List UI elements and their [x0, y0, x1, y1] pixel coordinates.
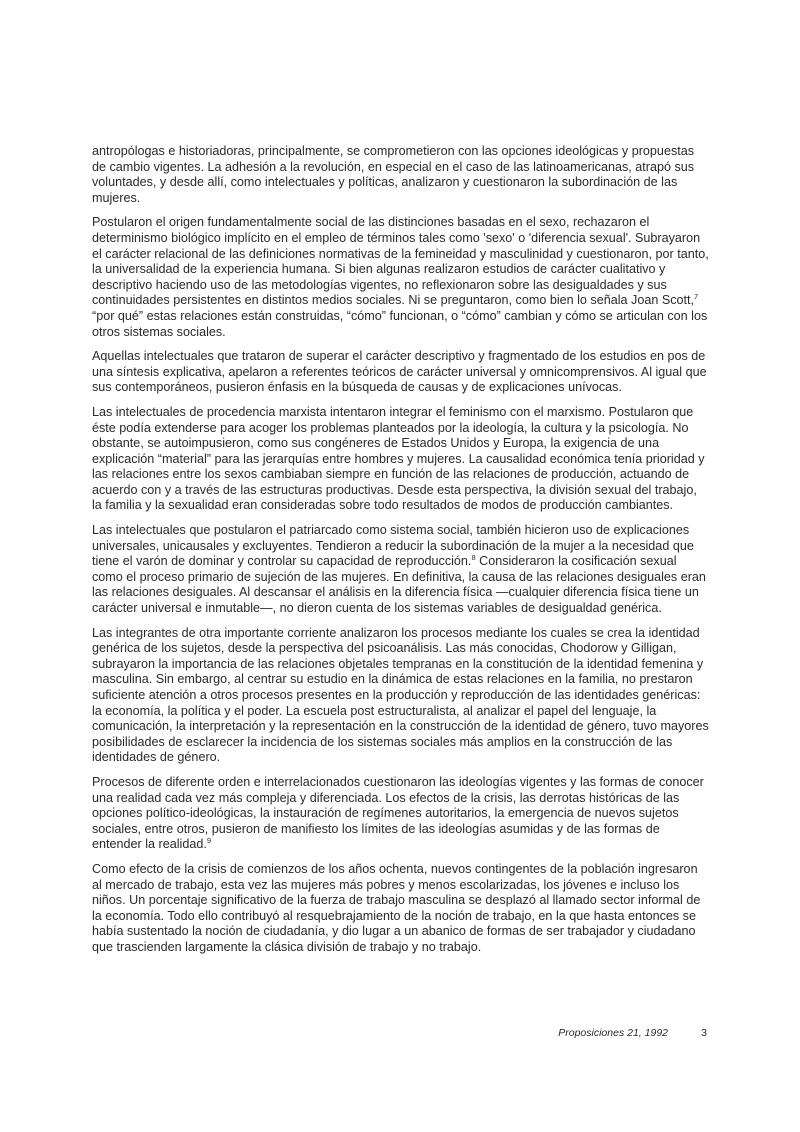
paragraph-text: Procesos de diferente orden e interrelacionados cuestionaron las ideologías vigentes y las formas de conocer una realidad cada vez más compleja y diferenciada. Los efectos de la crisis, las derrotas históricas de las opciones político-ideológicas, la instauración de regímenes autoritarios, la emergencia de nuevos sujetos sociales, entre otros, pusieron de manifiesto los límites de las ideologías asumidas y de las formas de entender la realidad. [92, 774, 704, 852]
document-body [92, 144, 710, 965]
journal-citation: Proposiciones 21, 1992 [558, 1027, 668, 1039]
page-number: 3 [701, 1027, 707, 1039]
footnote-marker: 9 [206, 836, 211, 846]
paragraph-text: Aquellas intelectuales que trataron de superar el carácter descriptivo y fragmentado de los estudios en pos de una síntesis explicativa, apelaron a referentes teóricos de carácter universal y omnicomprensivos. Al igual que sus contemporáneos, pusieron énfasis en la búsqueda de causas y de explicaciones unívocas. [92, 349, 707, 395]
paragraph [92, 349, 710, 396]
footnote-marker: 7 [694, 292, 699, 302]
paragraph-text: Las integrantes de otra importante corriente analizaron los procesos mediante los cuales se crea la identidad genérica de los sujetos, desde la perspectiva del psicoanálisis. Las más conocidas, Chodorow y Gilligan, subrayaron la importancia de las relaciones objetales tempranas en la constitución de la identidad femenina y masculina. Sin embargo, al centrar su estudio en la dinámica de estas relaciones en la familia, no prestaron suficiente atención a otros procesos presentes en la producción y reproducción de las identidades genéricas: la economía, la política y el poder. La escuela post estructuralista, al analizar el papel del lenguaje, la comunicación, la interpretación y la representación en la construcción de la identidad de género, tuvo mayores posibilidades de esclarecer la incidencia de los sistemas sociales más amplios en la construcción de las identidades de género. [92, 625, 709, 765]
paragraph [92, 215, 710, 340]
paragraph-text: Postularon el origen fundamentalmente social de las distinciones basadas en el sexo, rechazaron el determinismo biológico implícito en el empleo de términos tales como 'sexo' o 'diferencia sexual'. Subrayaron el carácter relacional de las definiciones normativas de la femineidad y masculinidad y cuestionaron, por tanto, la universalidad de la experiencia humana. Si bien algunas realizaron estudios de carácter cualitativo y descriptivo haciendo uso de las metodologías vigentes, no reflexionaron sobre las desigualdades y sus continuidades persistentes en distintos medios sociales. Ni se preguntaron, como bien lo señala Joan Scott, [92, 215, 709, 308]
paragraph-text: “por qué” estas relaciones están construidas, “cómo” funcionan, o “cómo” cambian y cómo se articulan con los otros sistemas sociales. [92, 308, 708, 339]
paragraph [92, 523, 710, 617]
paragraph-text: antropólogas e historiadoras, principalmente, se comprometieron con las opciones ideológicas y propuestas de cambio vigentes. La adhesión a la revolución, en especial en el caso de las latinoamericanas, atrapó sus voluntades, y desde allí, como intelectuales y políticas, analizaron y cuestionaron la subordinación de las mujeres. [92, 144, 695, 205]
footnote-marker: 8 [471, 553, 476, 563]
paragraph [92, 862, 710, 956]
paragraph-text: Consideraron la cosificación sexual como el proceso primario de sujeción de las mujeres. En definitiva, la causa de las relaciones desiguales eran las relaciones desiguales. Al descansar el análisis en la diferencia física —cualquier diferencia física tiene un carácter universal e inmutable—, no dieron cuenta de los sistemas variables de desigualdad genérica. [92, 554, 706, 616]
paragraph-text: Las intelectuales que postularon el patriarcado como sistema social, también hicieron uso de explicaciones universales, unicausales y excluyentes. Tendieron a reducir la subordinación de la mujer a la necesidad que tiene el varón de dominar y controlar su capacidad de reproducción. [92, 523, 694, 569]
paragraph [92, 626, 710, 766]
paragraph [92, 405, 710, 514]
paragraph-text: Como efecto de la crisis de comienzos de los años ochenta, nuevos contingentes de la población ingresaron al mercado de trabajo, esta vez las mujeres más pobres y menos escolarizadas, los jóvenes e incluso los niños. Un porcentaje significativo de la fuerza de trabajo masculina se desplazó al llamado sector informal de la economía. Todo ello contribuyó al resquebrajamiento de la noción de trabajo, en la que hasta entonces se había sustentado la noción de ciudadanía, y dio lugar a un abanico de formas de ser trabajador y ciudadano que trascienden largamente la clásica división de trabajo y no trabajo. [92, 861, 701, 954]
paragraph-text: Las intelectuales de procedencia marxista intentaron integrar el feminismo con el marxismo. Postularon que éste podía extenderse para acoger los problemas planteados por la ideología, la cultura y la psicología. No obstante, se autoimpusieron, como sus congéneres de Estados Unidos y Europa, la exigencia de una explicación “material” para las jerarquías entre hombres y mujeres. La causalidad económica tenía prioridad y las relaciones entre los sexos cambiaban siempre en función de las relaciones de producción, actuando de acuerdo con y a través de las estructuras productivas. Desde esta perspectiva, la división sexual del trabajo, la familia y la sexualidad eran consideradas sobre todo resultados de modos de producción cambiantes. [92, 404, 705, 513]
paragraph [92, 775, 710, 853]
paragraph [92, 144, 710, 206]
